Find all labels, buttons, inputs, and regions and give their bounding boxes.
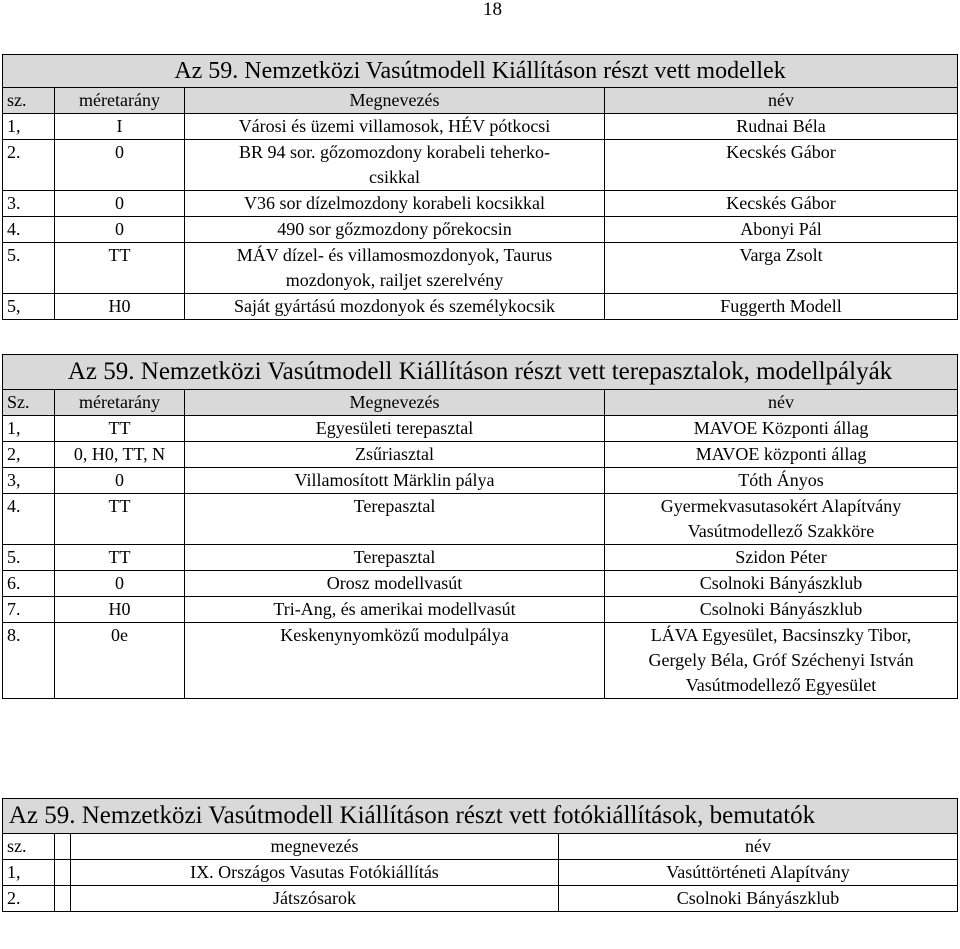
- layouts-table: [2, 354, 958, 699]
- photo-row: [3, 886, 958, 912]
- layout-row: [3, 571, 958, 597]
- model-row-name: Saját gyártású mozdonyok és személykocsik: [185, 294, 605, 320]
- photo-row-sz: 2.: [3, 886, 55, 912]
- layouts-header-name: Megnevezés: [185, 390, 605, 416]
- photo-row-owner: Vasúttörténeti Alapítvány: [559, 860, 958, 886]
- layout-row-owner: Gyermekvasutasokért Alapítvány Vasútmodellező Szakköre: [605, 494, 958, 545]
- model-row-sz: 5.: [3, 243, 55, 294]
- layout-row-name: Terepasztal: [185, 545, 605, 571]
- layout-row-owner: MAVOE központi állag: [605, 442, 958, 468]
- layouts-header-scale: méretarány: [55, 390, 185, 416]
- layouts-header-sz: Sz.: [3, 390, 55, 416]
- layout-row-scale: 0: [55, 468, 185, 494]
- photo-row-blank: [55, 886, 71, 912]
- layout-row-scale: 0: [55, 571, 185, 597]
- layout-row-name: Terepasztal: [185, 494, 605, 545]
- photo-row-name: IX. Országos Vasutas Fotókiállítás: [71, 860, 559, 886]
- models-title: Az 59. Nemzetközi Vasútmodell Kiállításon részt vett modellek: [3, 55, 958, 88]
- layout-row: [3, 442, 958, 468]
- model-row: [3, 294, 958, 320]
- model-row-owner: Kecskés Gábor: [605, 191, 958, 217]
- model-row-scale: 0: [55, 191, 185, 217]
- layout-row-name: Keskenynyomközű modulpálya: [185, 623, 605, 699]
- layout-row-name: Villamosított Märklin pálya: [185, 468, 605, 494]
- model-row-owner: Kecskés Gábor: [605, 140, 958, 191]
- page-number: 18: [483, 0, 502, 20]
- model-row-scale: 0: [55, 140, 185, 191]
- layout-row-sz: 2,: [3, 442, 55, 468]
- layout-row-sz: 3,: [3, 468, 55, 494]
- model-row: [3, 140, 958, 191]
- layout-row: [3, 494, 958, 545]
- layout-row: [3, 545, 958, 571]
- models-header-name: Megnevezés: [185, 88, 605, 114]
- model-row: [3, 114, 958, 140]
- layout-row-scale: TT: [55, 545, 185, 571]
- models-header-owner: név: [605, 88, 958, 114]
- model-row-name: 490 sor gőzmozdony pőrekocsin: [185, 217, 605, 243]
- layout-row-scale: 0e: [55, 623, 185, 699]
- layout-row-name: Orosz modellvasút: [185, 571, 605, 597]
- model-row-sz: 3.: [3, 191, 55, 217]
- model-row-scale: I: [55, 114, 185, 140]
- layout-row-sz: 4.: [3, 494, 55, 545]
- layout-row-sz: 8.: [3, 623, 55, 699]
- model-row-name: V36 sor dízelmozdony korabeli kocsikkal: [185, 191, 605, 217]
- model-row-name: MÁV dízel- és villamosmozdonyok, Taurus mozdonyok, railjet szerelvény: [185, 243, 605, 294]
- layout-row-owner: Csolnoki Bányászklub: [605, 597, 958, 623]
- layout-row: [3, 597, 958, 623]
- photo-row-name: Játszósarok: [71, 886, 559, 912]
- layout-row-name: Egyesületi terepasztal: [185, 416, 605, 442]
- photo-row: [3, 860, 958, 886]
- layouts-header-owner: név: [605, 390, 958, 416]
- model-row-sz: 2.: [3, 140, 55, 191]
- model-row: [3, 217, 958, 243]
- photo-row-blank: [55, 860, 71, 886]
- layout-row-scale: H0: [55, 597, 185, 623]
- model-row-scale: TT: [55, 243, 185, 294]
- photo-row-owner: Csolnoki Bányászklub: [559, 886, 958, 912]
- layout-row-scale: 0, H0, TT, N: [55, 442, 185, 468]
- layout-row-scale: TT: [55, 416, 185, 442]
- layout-row-sz: 5.: [3, 545, 55, 571]
- photos-title: Az 59. Nemzetközi Vasútmodell Kiállításon részt vett fotókiállítások, bemutatók: [3, 799, 958, 834]
- layout-row-scale: TT: [55, 494, 185, 545]
- layout-row-sz: 1,: [3, 416, 55, 442]
- layout-row: [3, 468, 958, 494]
- model-row-name: Városi és üzemi villamosok, HÉV pótkocsi: [185, 114, 605, 140]
- model-row: [3, 191, 958, 217]
- layout-row-owner: Tóth Ányos: [605, 468, 958, 494]
- model-row-owner: Rudnai Béla: [605, 114, 958, 140]
- model-row-owner: Varga Zsolt: [605, 243, 958, 294]
- layout-row: [3, 623, 958, 699]
- models-header-scale: méretarány: [55, 88, 185, 114]
- model-row-owner: Abonyi Pál: [605, 217, 958, 243]
- layout-row-owner: Szidon Péter: [605, 545, 958, 571]
- photos-header-name: megnevezés: [71, 834, 559, 860]
- layout-row-name: Tri-Ang, és amerikai modellvasút: [185, 597, 605, 623]
- model-row-sz: 4.: [3, 217, 55, 243]
- model-row-sz: 1,: [3, 114, 55, 140]
- layout-row: [3, 416, 958, 442]
- photos-header-sz: sz.: [3, 834, 55, 860]
- layout-row-owner: MAVOE Központi állag: [605, 416, 958, 442]
- layout-row-owner: Csolnoki Bányászklub: [605, 571, 958, 597]
- models-header-sz: sz.: [3, 88, 55, 114]
- layout-row-sz: 6.: [3, 571, 55, 597]
- photos-header-blank: [55, 834, 71, 860]
- model-row-scale: H0: [55, 294, 185, 320]
- layout-row-sz: 7.: [3, 597, 55, 623]
- layout-row-name: Zsűriasztal: [185, 442, 605, 468]
- model-row-scale: 0: [55, 217, 185, 243]
- model-row-owner: Fuggerth Modell: [605, 294, 958, 320]
- layouts-title: Az 59. Nemzetközi Vasútmodell Kiállításon részt vett terepasztalok, modellpályák: [3, 355, 958, 390]
- model-row: [3, 243, 958, 294]
- model-row-name: BR 94 sor. gőzomozdony korabeli teherko- csikkal: [185, 140, 605, 191]
- photos-header-owner: név: [559, 834, 958, 860]
- photo-row-sz: 1,: [3, 860, 55, 886]
- model-row-sz: 5,: [3, 294, 55, 320]
- photos-table: [2, 798, 958, 912]
- models-table: [2, 54, 958, 320]
- layout-row-owner: LÁVA Egyesület, Bacsinszky Tibor, Gergely Béla, Gróf Széchenyi István Vasútmodellező Egyesület: [605, 623, 958, 699]
